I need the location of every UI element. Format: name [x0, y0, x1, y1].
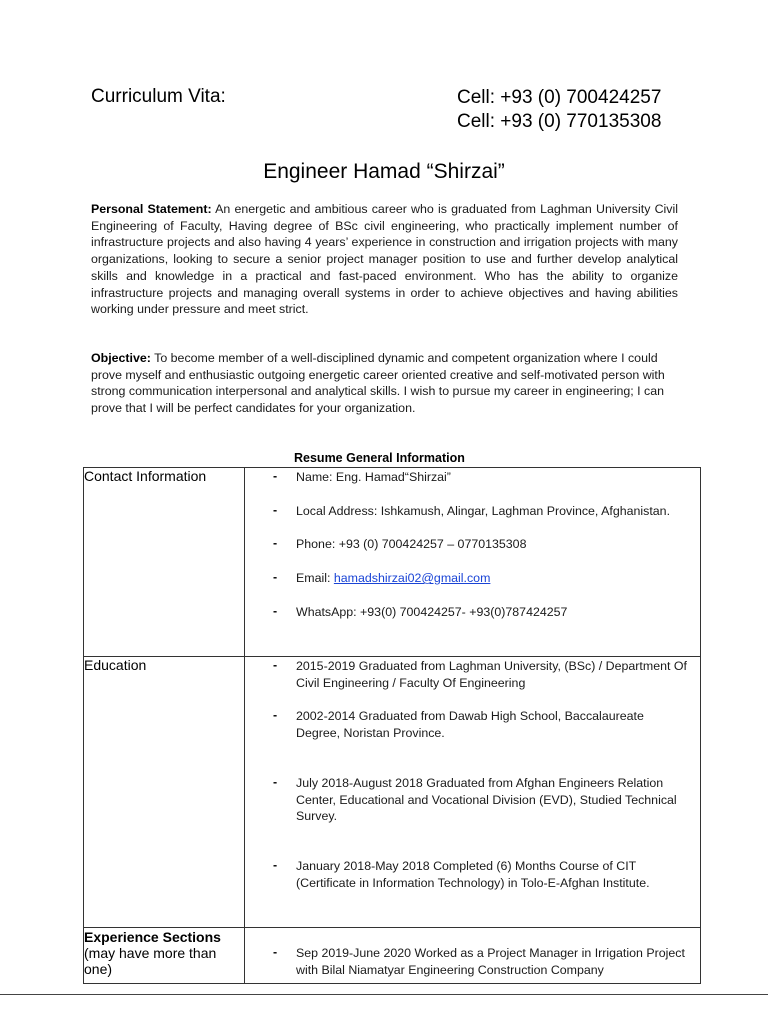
objective-text: To become member of a well-disciplined dynamic and competent organization where I could prove myself and enthusiastic outgoing energetic career oriented creative and self-motivated person with strong communication interpersonal and analytical skills. I wish to pursue my career in engineering; I can prove that I will be perfect candidates for your organization.	[91, 351, 665, 416]
page-bottom-rule	[0, 994, 768, 995]
experience-label-cell	[84, 928, 245, 984]
candidate-name: Engineer Hamad “Shirzai”	[263, 160, 505, 183]
contact-address: - Local Address: Ishkamush, Alingar, Laghman Province, Afghanistan.	[245, 503, 688, 520]
objective	[91, 350, 678, 417]
phone-header	[457, 86, 661, 134]
education-item: - 2002-2014 Graduated from Dawab High School, Baccalaureate Degree, Noristan Province.	[245, 708, 688, 741]
education-item: - 2015-2019 Graduated from Laghman University, (BSc) / Department Of Civil Engineering / Faculty Of Engineering	[245, 658, 688, 691]
experience-item: - Sep 2019-June 2020 Worked as a Project Manager in Irrigation Project with Bilal Niamatyar Engineering Construction Company	[245, 945, 688, 978]
cv-title: Curriculum Vita:	[91, 86, 226, 107]
education-item: - January 2018-May 2018 Completed (6) Months Course of CIT (Certificate in Information Technology) in Tolo-E-Afghan Institute.	[245, 858, 688, 891]
contact-email	[245, 570, 688, 587]
education-label: Education	[84, 657, 245, 928]
personal-statement-label: Personal Statement:	[91, 202, 212, 216]
contact-name: - Name: Eng. Hamad“Shirzai”	[245, 469, 688, 486]
personal-statement	[91, 201, 678, 318]
resume-info-table	[83, 467, 701, 984]
contact-label: Contact Information	[84, 468, 245, 657]
experience-sublabel: (may have more than one)	[84, 945, 217, 977]
cell-1: Cell: +93 (0) 700424257	[457, 87, 662, 108]
experience-label: Experience Sections	[84, 929, 221, 945]
email-label: Email:	[296, 571, 334, 586]
table-title: Resume General Information	[294, 451, 465, 465]
cell-2: Cell: +93 (0) 770135308	[457, 111, 662, 132]
contact-phone: - Phone: +93 (0) 700424257 – 0770135308	[245, 536, 688, 553]
contact-cell	[245, 468, 701, 657]
objective-label: Objective:	[91, 351, 151, 365]
experience-cell	[245, 928, 701, 984]
contact-row	[84, 468, 701, 657]
education-item: - July 2018-August 2018 Graduated from Afghan Engineers Relation Center, Educational and Vocational Division (EVD), Studied Technical Survey.	[245, 775, 688, 825]
experience-row	[84, 928, 701, 984]
contact-whatsapp: - WhatsApp: +93(0) 700424257- +93(0)787424257	[245, 604, 688, 621]
education-row	[84, 657, 701, 928]
education-cell	[245, 657, 701, 928]
personal-statement-text: An energetic and ambitious career who is graduated from Laghman University Civil Engineering of Faculty, Having degree of BSc civil engineering, who practically implement number of infrastructure projects and also having 4 years’ experience in construction and irrigation projects with many organizations, looking to secure a senior project manager position to use and further develop analytical skills and knowledge in a practical and fast-paced environment. Who has the ability to organize infrastructure projects and managing overall systems in order to achieve objectives and having abilities working under pressure and meet strict.	[91, 202, 678, 317]
email-link[interactable]: hamadshirzai02@gmail.com	[333, 571, 491, 586]
